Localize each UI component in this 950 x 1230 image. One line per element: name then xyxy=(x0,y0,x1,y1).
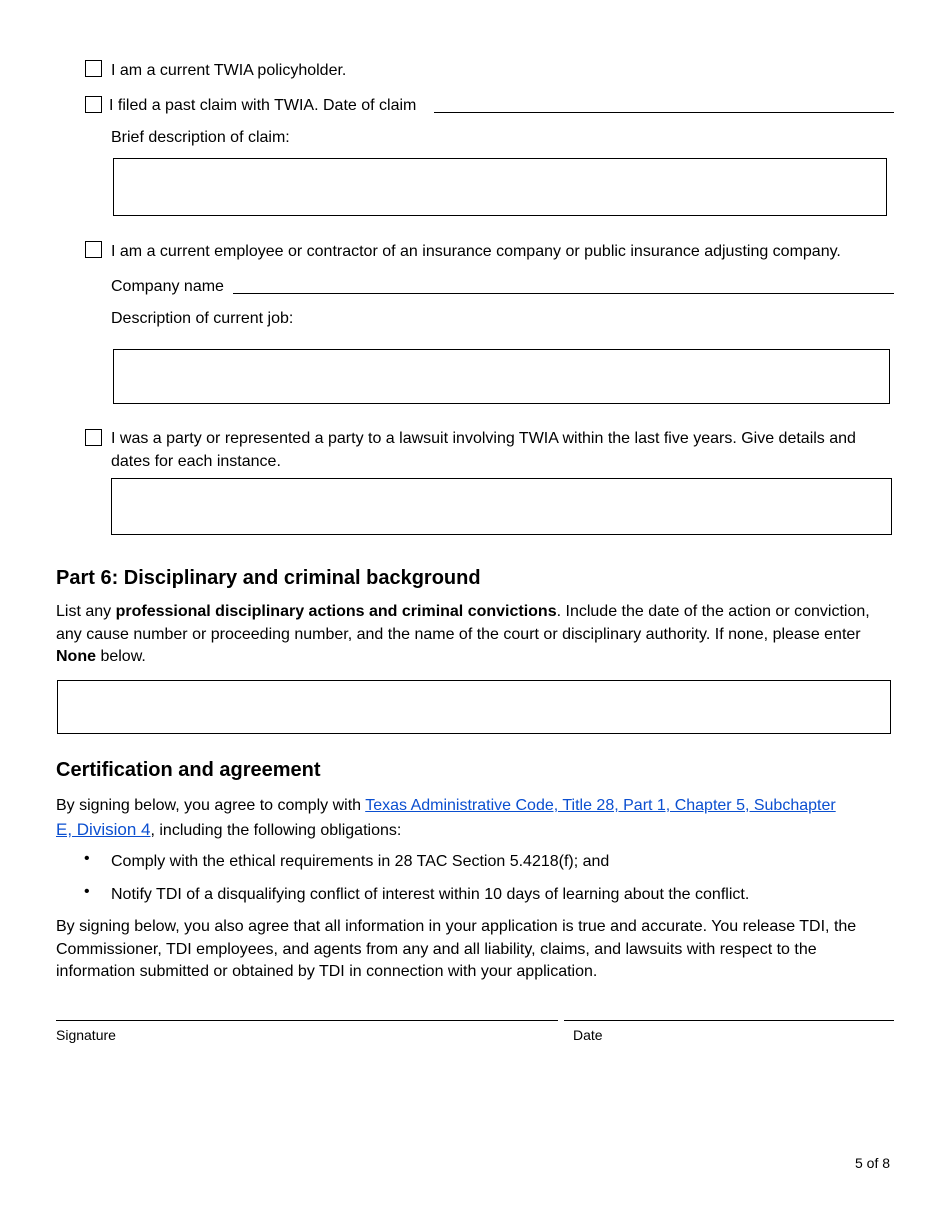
certification-heading: Certification and agreement xyxy=(56,759,321,781)
page-number: 5 of 8 xyxy=(855,1155,891,1171)
company-name-field[interactable] xyxy=(233,293,894,294)
job-description-field[interactable] xyxy=(113,349,890,404)
claim-date-field[interactable] xyxy=(434,112,894,113)
tac-link[interactable]: Texas Administrative Code, Title 28, Part 1, Chapter 5, Subchapter xyxy=(365,797,836,814)
claim-description-field[interactable] xyxy=(113,158,887,216)
job-description-label: Description of current job: xyxy=(111,310,294,327)
bullet-marker: • xyxy=(84,883,90,900)
certification-intro-line1: By signing below, you agree to comply with Texas Administrative Code, Title 28, Part 1, Chapter 5, Subchapter xyxy=(56,797,836,814)
employee-checkbox[interactable] xyxy=(85,241,102,258)
part6-none-emphasis: None xyxy=(56,648,96,665)
release-paragraph: By signing below, you also agree that all information in your application is true and accurate. You release TDI, the Commissioner, TDI employees, and agents from any and all liability, claims, and lawsuits with respect to the information submitted or obtained by TDI in connection with your application. xyxy=(56,918,857,980)
signature-field[interactable] xyxy=(56,1020,558,1021)
past-claim-checkbox[interactable] xyxy=(85,96,102,113)
certification-intro-line2: E, Division 4, including the following obligations: xyxy=(56,820,402,839)
lawsuit-label-line2: dates for each instance. xyxy=(111,453,281,470)
obligation-item: Comply with the ethical requirements in 28 TAC Section 5.4218(f); and xyxy=(111,853,610,870)
bullet-marker: • xyxy=(84,850,90,867)
part6-instructions: List any professional disciplinary actions and criminal convictions. Include the date of the action or conviction, any cause number or proceeding number, and the name of the court or disciplinary authority. If none, please enter None below. xyxy=(56,603,870,665)
lawsuit-details-field[interactable] xyxy=(111,478,892,535)
policyholder-checkbox[interactable] xyxy=(85,60,102,77)
disciplinary-field[interactable] xyxy=(57,680,891,734)
company-name-label: Company name xyxy=(111,278,224,295)
lawsuit-label-line1: I was a party or represented a party to a lawsuit involving TWIA within the last five years. Give details and xyxy=(111,430,856,447)
date-label: Date xyxy=(573,1027,603,1043)
obligation-item: Notify TDI of a disqualifying conflict of interest within 10 days of learning about the conflict. xyxy=(111,886,750,903)
past-claim-label: I filed a past claim with TWIA. Date of claim xyxy=(109,97,417,114)
lawsuit-checkbox[interactable] xyxy=(85,429,102,446)
part6-emphasis: professional disciplinary actions and criminal convictions xyxy=(115,603,557,620)
employee-label: I am a current employee or contractor of an insurance company or public insurance adjusting company. xyxy=(111,243,841,260)
date-field[interactable] xyxy=(564,1020,894,1021)
tac-link-continued[interactable]: E, Division 4 xyxy=(56,820,151,839)
policyholder-label: I am a current TWIA policyholder. xyxy=(111,62,347,79)
signature-label: Signature xyxy=(56,1027,116,1043)
claim-description-label: Brief description of claim: xyxy=(111,129,290,146)
part6-heading: Part 6: Disciplinary and criminal background xyxy=(56,567,481,589)
